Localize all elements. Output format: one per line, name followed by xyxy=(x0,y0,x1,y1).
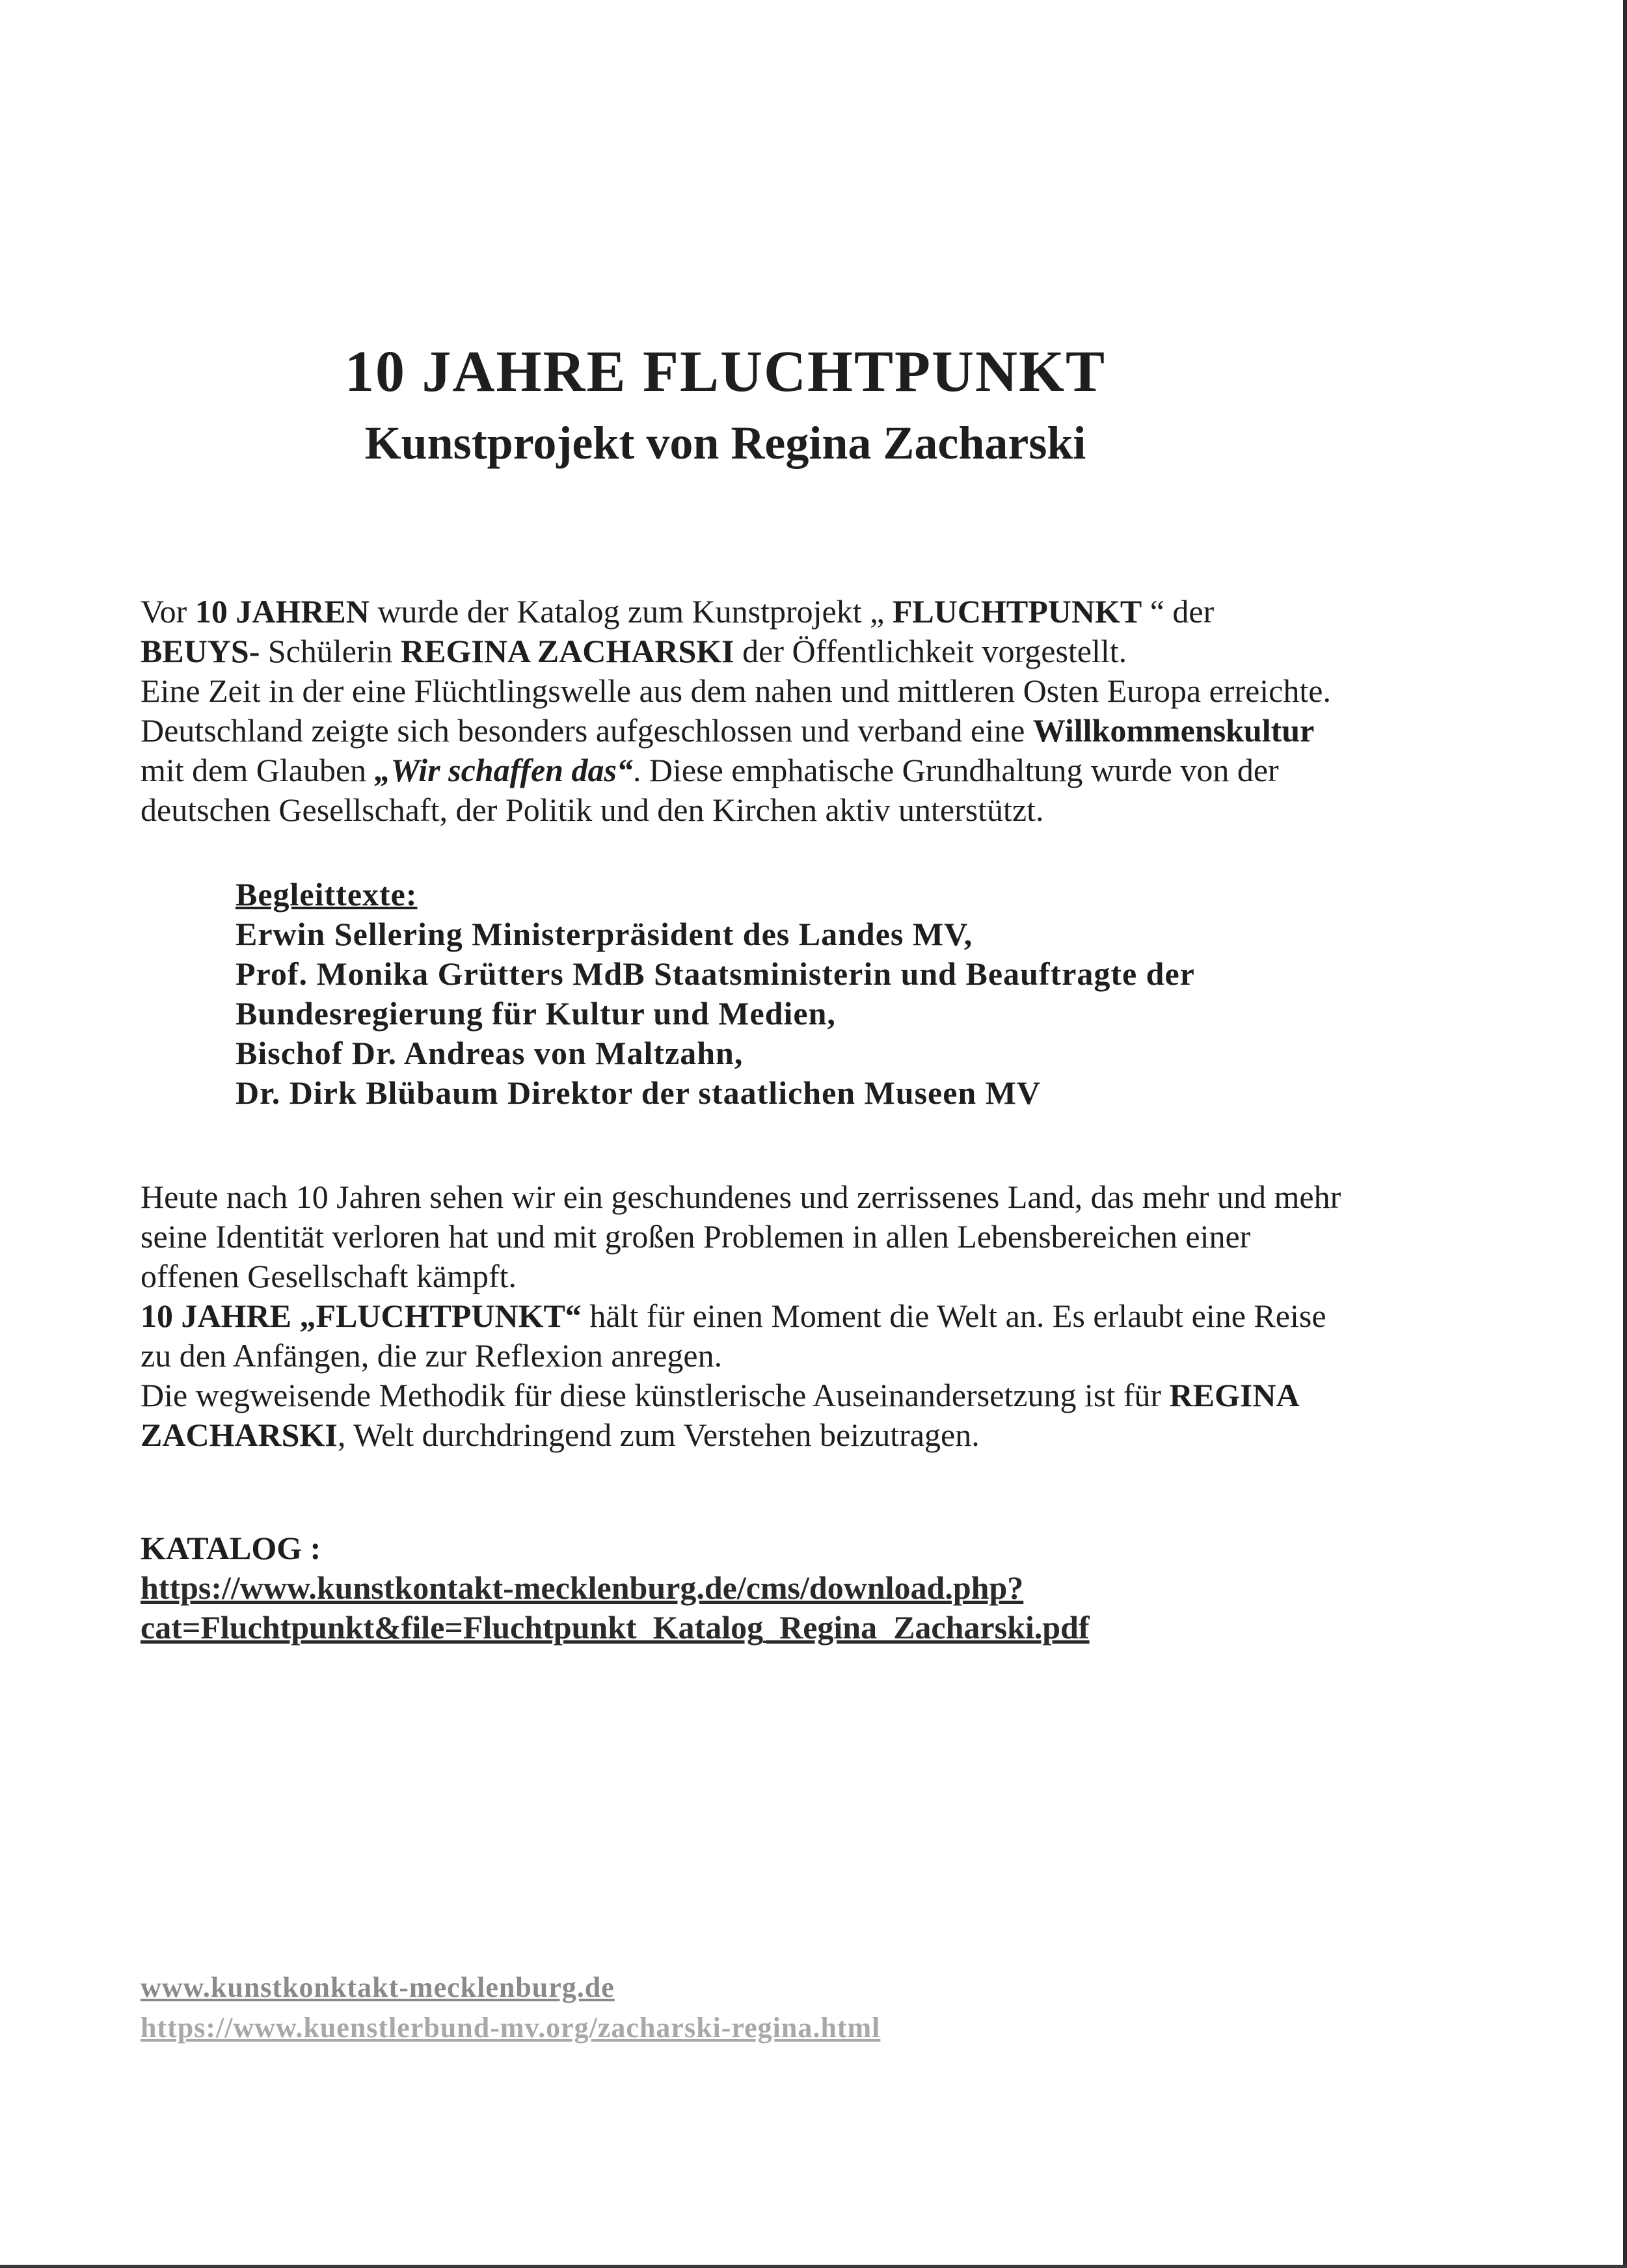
emphasized-text: 10 JAHRE „FLUCHTPUNKT“ xyxy=(141,1298,582,1334)
begleittexte-heading: Begleittexte: xyxy=(235,876,418,913)
text-line xyxy=(141,1177,1341,1217)
katalog-link-continued[interactable]: cat=Fluchtpunkt&file=Fluchtpunkt_Katalog_Regina_Zacharski.pdf xyxy=(141,1609,1090,1646)
text-segment: mit dem Glauben xyxy=(141,752,375,788)
emphasized-text: ZACHARSKI xyxy=(141,1417,338,1453)
text-line xyxy=(141,671,1331,711)
footer-links xyxy=(141,1968,880,2048)
text-segment: Deutschland zeigte sich besonders aufgeschlossen und verband eine xyxy=(141,712,1033,749)
text-segment: deutschen Gesellschaft, der Politik und den Kirchen aktiv unterstützt. xyxy=(141,792,1044,828)
text-line xyxy=(141,592,1331,632)
scan-edge-bottom xyxy=(0,2265,1627,2268)
text-segment: hält für einen Moment die Welt an. Es erlaubt eine Reise xyxy=(581,1298,1326,1334)
text-line xyxy=(141,790,1331,830)
today-paragraph xyxy=(141,1177,1341,1455)
text-segment: Vor xyxy=(141,593,195,630)
emphasized-text: „Wir schaffen das“ xyxy=(374,752,633,788)
begleittexte-item: Dr. Dirk Blübaum Direktor der staatlichen Museen MV xyxy=(235,1074,1042,1111)
begleittexte-item: Bischof Dr. Andreas von Maltzahn, xyxy=(235,1035,744,1071)
footer-link-kuenstlerbund[interactable]: https://www.kuenstlerbund-mv.org/zacharski-regina.html xyxy=(141,2012,881,2044)
emphasized-text: Willkommenskultur xyxy=(1032,712,1315,749)
emphasized-text: FLUCHTPUNKT xyxy=(892,593,1142,630)
text-line xyxy=(141,751,1331,790)
text-line xyxy=(141,1415,1341,1455)
text-line xyxy=(141,1336,1341,1376)
katalog-link[interactable]: https://www.kunstkontakt-mecklenburg.de/cms/download.php? xyxy=(141,1569,1024,1606)
text-line xyxy=(141,632,1331,671)
katalog-label: KATALOG : xyxy=(141,1530,321,1566)
emphasized-text: REGINA xyxy=(1169,1377,1300,1413)
begleittexte-section xyxy=(235,875,1195,1113)
text-segment: Eine Zeit in der eine Flüchtlingswelle aus dem nahen und mittleren Osten Europa erreichte. xyxy=(141,673,1331,709)
text-segment: , Welt durchdringend zum Verstehen beizutragen. xyxy=(337,1417,980,1453)
page-title: 10 JAHRE FLUCHTPUNKT xyxy=(344,340,1107,404)
text-segment: offenen Gesellschaft kämpft. xyxy=(141,1258,517,1294)
emphasized-text: BEUYS- xyxy=(141,633,260,669)
text-line xyxy=(141,711,1331,751)
katalog-section xyxy=(141,1528,1090,1648)
text-segment: Die wegweisende Methodik für diese künstlerische Auseinandersetzung ist für xyxy=(141,1377,1170,1413)
text-line xyxy=(141,1296,1341,1336)
page-subtitle: Kunstprojekt von Regina Zacharski xyxy=(364,417,1086,469)
text-line xyxy=(141,1217,1341,1257)
text-segment: . Diese emphatische Grundhaltung wurde von der xyxy=(632,752,1279,788)
text-segment: der Öffentlichkeit vorgestellt. xyxy=(734,633,1127,669)
footer-link-kunstkontakt[interactable]: www.kunstkonktakt-mecklenburg.de xyxy=(141,1971,615,2003)
emphasized-text: REGINA ZACHARSKI xyxy=(401,633,734,669)
text-line xyxy=(141,1257,1341,1296)
text-segment: Schülerin xyxy=(260,633,401,669)
begleittexte-item: Erwin Sellering Ministerpräsident des Landes MV, xyxy=(235,916,973,952)
emphasized-text: 10 JAHREN xyxy=(195,593,370,630)
begleittexte-item: Prof. Monika Grütters MdB Staatsministerin und Beauftragte der xyxy=(235,955,1195,992)
text-segment: Heute nach 10 Jahren sehen wir ein geschundenes und zerrissenes Land, das mehr und mehr xyxy=(141,1179,1341,1215)
intro-paragraph xyxy=(141,592,1331,830)
begleittexte-item: Bundesregierung für Kultur und Medien, xyxy=(235,995,836,1032)
text-segment: zu den Anfängen, die zur Reflexion anregen. xyxy=(141,1337,723,1374)
text-segment: wurde der Katalog zum Kunstprojekt „ xyxy=(369,593,893,630)
text-line xyxy=(141,1376,1341,1415)
text-segment: “ der xyxy=(1142,593,1215,630)
scan-edge-right xyxy=(1623,0,1627,2268)
text-segment: seine Identität verloren hat und mit großen Problemen in allen Lebensbereichen einer xyxy=(141,1218,1251,1255)
